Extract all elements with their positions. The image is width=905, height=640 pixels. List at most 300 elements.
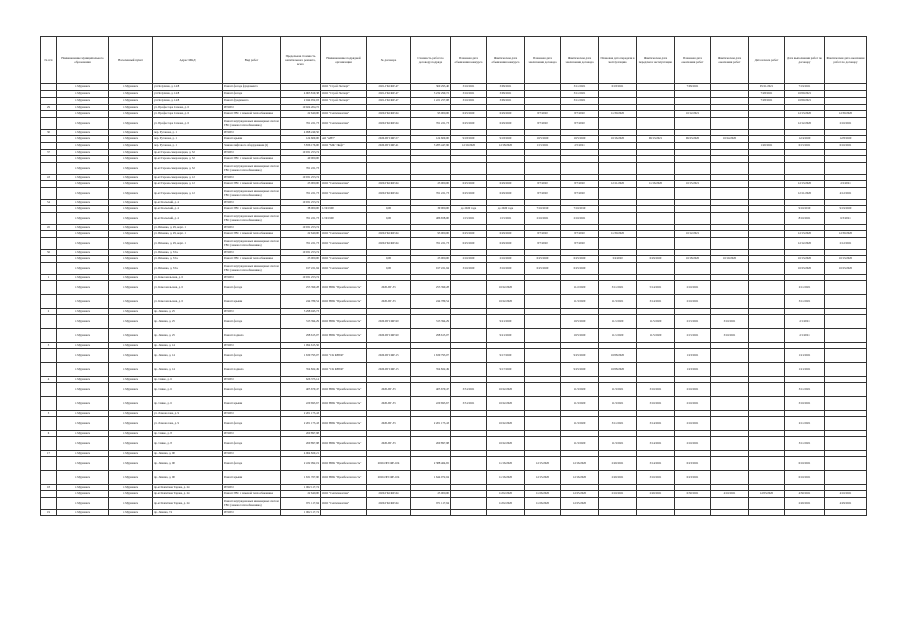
table-cell: 23 000,00	[411, 256, 451, 263]
table-cell	[749, 156, 785, 163]
table-cell: 2020-ПГ-55	[367, 437, 411, 451]
table-cell: 06/23/2020	[675, 136, 711, 143]
table-cell: г. Мурманск	[57, 275, 109, 281]
table-cell: 2020-ГКСФР-64	[367, 491, 411, 498]
table-cell	[41, 491, 57, 498]
table-cell	[41, 136, 57, 143]
table-cell	[825, 349, 867, 363]
table-cell: ул.Полухина, д. 14/8	[153, 91, 223, 98]
table-cell: 2020-ПГСФР-104	[367, 457, 411, 471]
table-cell: ООО "МК "Лифт"	[321, 143, 367, 150]
table-cell: ООО "Севтехмонтаж"	[321, 256, 367, 263]
table-cell: 8/7/2020	[561, 181, 599, 188]
table-row	[41, 498, 867, 510]
table-cell: 6/25/2020	[561, 256, 599, 263]
table-cell: 9/21/2020	[487, 329, 525, 343]
table-cell: 2021-ГКСФР-47	[367, 84, 411, 91]
table-cell: 12/30/2020	[825, 111, 867, 118]
table-cell: 8/16/2021	[785, 213, 825, 225]
table-cell	[749, 256, 785, 263]
table-cell	[637, 363, 675, 377]
table-cell: 2020-ПГСФР-41	[367, 143, 411, 150]
table-cell	[711, 213, 749, 225]
table-cell: 11/3/2020	[561, 437, 599, 451]
table-cell: 10/24/2020	[711, 136, 749, 143]
table-cell: 3/14/2021	[637, 457, 675, 471]
table-cell: г. Мурманск	[57, 238, 109, 250]
table-cell: 971 117,94	[411, 498, 451, 510]
table-cell	[711, 84, 749, 91]
table-cell: 2/16/2021	[675, 383, 711, 397]
table-cell: 4/12/2021	[825, 188, 867, 200]
table-cell	[711, 349, 749, 363]
table-cell	[711, 143, 749, 150]
table-cell	[749, 397, 785, 411]
table-cell: 12/19/2020	[451, 143, 487, 150]
table-cell: 244 789,54	[411, 295, 451, 309]
table-cell: пр. Сивко, д. 6	[153, 377, 223, 383]
table-cell: 2020-ГКСФР-64	[367, 231, 411, 238]
column-header: Фактическая дата передачи в эксплуатацию	[637, 37, 675, 84]
table-cell: 3/4/2020	[599, 256, 637, 263]
table-cell: 405 679,47	[281, 383, 321, 397]
table-cell: 2/16/2021	[825, 118, 867, 130]
table-cell: Ремонт фасада	[223, 349, 281, 363]
table-cell	[599, 213, 637, 225]
table-cell	[599, 498, 637, 510]
table-cell: 4 998 240,50	[281, 130, 321, 136]
table-cell	[41, 118, 57, 130]
table-cell: 11/3/2020	[561, 397, 599, 411]
table-cell	[675, 238, 711, 250]
table-cell: 10 924 204,72	[281, 105, 321, 111]
table-cell: Ремонт фасада	[223, 315, 281, 329]
table-cell: 10/09/2021	[785, 98, 825, 105]
table-cell: 2/11/2021	[785, 417, 825, 431]
table-cell	[41, 181, 57, 188]
table-cell	[487, 156, 525, 163]
table-cell: 12/8/2020	[825, 136, 867, 143]
table-cell: ул. Ивченко, д. 33 к	[153, 250, 223, 256]
table-cell: 2021-ГКСФР-47	[367, 91, 411, 98]
table-cell: Ремонт фасада	[223, 437, 281, 451]
table-cell: г. Мурманск	[57, 329, 109, 343]
table-cell: 10/09/2021	[785, 91, 825, 98]
table-cell: 6/25/2020	[561, 263, 599, 275]
table-cell: пер. Русанова, д. 1	[153, 143, 223, 150]
table-cell: 2020-ПГСФР-15	[367, 349, 411, 363]
table-cell	[451, 363, 487, 377]
table-cell: 3/16/2021	[637, 471, 675, 485]
column-header: Предельная стоимость капитального ремонта, всего	[281, 37, 321, 84]
table-cell: 4/16/2021	[825, 491, 867, 498]
table-cell: ООО НПК "Промбезопасность"	[321, 457, 367, 471]
table-cell	[711, 231, 749, 238]
table-cell: 2020-ПГСФР-57	[367, 136, 411, 143]
table-cell	[637, 163, 675, 175]
table-cell: 8/7/2020	[525, 111, 561, 118]
table-cell: Ремонт подвала	[223, 329, 281, 343]
column-header: Фактическая дата объявления конкурса	[487, 37, 525, 84]
table-cell: 6/23/2021	[675, 471, 711, 485]
table-cell: 6/29/2020	[487, 231, 525, 238]
table-cell: 11/3/2020	[561, 417, 599, 431]
table-cell: ул. Профессора Сомова, д. 6	[153, 111, 223, 118]
table-cell	[41, 163, 57, 175]
table-cell	[561, 156, 599, 163]
table-cell: 06/13/2021	[637, 136, 675, 143]
table-cell: 3/16/2021	[451, 91, 487, 98]
table-cell: 6/25/2020	[451, 111, 487, 118]
table-cell: 3/16/2021	[785, 397, 825, 411]
table-cell: г. Мурманск	[57, 349, 109, 363]
table-cell: ИТОГО	[223, 150, 281, 156]
table-cell: пр. Ленина, д. 14	[153, 363, 223, 377]
table-cell: Ремонт фасада	[223, 281, 281, 295]
table-cell: 29	[41, 105, 57, 111]
table-cell: пр. Сивко, д. 6	[153, 397, 223, 411]
table-cell	[41, 417, 57, 431]
table-row	[41, 156, 867, 163]
table-cell: г. Мурманск	[57, 485, 109, 491]
table-cell: 10/18/2020	[675, 256, 711, 263]
table-cell: г. Мурманск	[57, 111, 109, 118]
table-cell	[711, 498, 749, 510]
table-cell: 6/29/2020	[487, 188, 525, 200]
table-cell	[41, 143, 57, 150]
table-row	[41, 118, 867, 130]
table-cell: 3/09/2021	[487, 84, 525, 91]
table-cell: г. Мурманск	[109, 163, 153, 175]
table-cell: Ремонт фасада	[223, 417, 281, 431]
table-cell	[41, 84, 57, 91]
table-cell: г. Мурманск	[109, 231, 153, 238]
table-cell	[785, 163, 825, 175]
table-cell: 10/22/2020	[487, 295, 525, 309]
table-cell: 1/23/2021	[675, 363, 711, 377]
table-cell: г. Мурманск	[109, 181, 153, 188]
table-cell: 298 615,07	[411, 329, 451, 343]
table-cell: 8/7/2020	[525, 188, 561, 200]
table-cell: 22 649,00	[281, 111, 321, 118]
table-cell: пр-кт Кольский, д. 4	[153, 200, 223, 206]
column-header: Наименование муниципального образования	[57, 37, 109, 84]
table-row	[41, 91, 867, 98]
table-cell: г. Мурманск	[57, 451, 109, 457]
table-cell: г. Мурманск	[57, 411, 109, 417]
table-cell	[41, 457, 57, 471]
table-cell: г. Мурманск	[57, 491, 109, 498]
table-cell: 124 609,00	[411, 136, 451, 143]
table-cell: 1 639 793,07	[281, 349, 321, 363]
table-cell: 12/03/2020	[749, 491, 785, 498]
table-cell	[637, 156, 675, 163]
table-cell: 2020-ГКСФР-64	[367, 181, 411, 188]
table-cell: до 2020 года	[487, 206, 525, 213]
table-cell: пр. Ленина, д. 25	[153, 309, 223, 315]
table-cell	[321, 163, 367, 175]
table-cell: г. Мурманск	[57, 98, 109, 105]
table-cell: 3/09/2021	[487, 98, 525, 105]
table-cell: ООО НПК "Промбезопасность"	[321, 397, 367, 411]
table-cell: г. Мурманск	[57, 231, 109, 238]
table-cell: г. Мурманск	[109, 150, 153, 156]
table-cell: 7/28/2021	[749, 98, 785, 105]
table-cell: ул. Ломоносова, д. 9	[153, 417, 223, 431]
table-cell: 1	[41, 275, 57, 281]
table-cell: пр. Ленина, д. 25	[153, 315, 223, 329]
table-cell	[711, 206, 749, 213]
table-row	[41, 256, 867, 263]
table-cell: 1/23/2021	[675, 349, 711, 363]
table-cell: г. Мурманск	[109, 281, 153, 295]
table-cell	[561, 510, 599, 516]
column-header: № договора	[367, 37, 411, 84]
table-cell: 2/16/2020	[487, 256, 525, 263]
table-cell: ул. Ивченко, д. 29, корп. 1	[153, 225, 223, 231]
table-cell: г. Мурманск	[57, 206, 109, 213]
table-cell: г. Мурманск	[109, 363, 153, 377]
table-cell	[525, 315, 561, 329]
table-cell: 11/3/2021	[599, 383, 637, 397]
column-header: Наименование подрядной организации	[321, 37, 367, 84]
table-cell: 0,00	[367, 206, 411, 213]
table-cell: г. Мурманск	[57, 156, 109, 163]
table-cell: 05/21/2021	[749, 84, 785, 91]
table-cell: г. Мурманск	[57, 188, 109, 200]
table-cell: 2	[41, 309, 57, 315]
column-header: Дата начала работ	[749, 37, 785, 84]
table-cell: 761 221,73	[281, 213, 321, 225]
table-cell: ул. Комсомольская, д. 6	[153, 275, 223, 281]
table-cell: 2/12/2021	[825, 238, 867, 250]
table-cell: ИТОГО	[223, 105, 281, 111]
table-cell: 9/25/2020	[561, 349, 599, 363]
table-cell: г. Мурманск	[109, 417, 153, 431]
table-row	[41, 491, 867, 498]
table-cell: Ремонт фасада	[223, 457, 281, 471]
table-cell: 761 221,73	[281, 163, 321, 175]
table-cell	[749, 349, 785, 363]
column-header: Плановая дата окончания работ	[675, 37, 711, 84]
table-cell: 8/7/2020	[561, 118, 599, 130]
table-cell: пр-кт Героев-североморцев, д. 32	[153, 163, 223, 175]
table-cell: 9/17/2020	[487, 363, 525, 377]
table-cell: 4/16/2021	[711, 491, 749, 498]
column-header: Дата выполнения работ по договору	[785, 37, 825, 84]
table-cell	[41, 397, 57, 411]
table-cell: пр. Ленина, д. 14	[153, 349, 223, 363]
table-row	[41, 111, 867, 118]
table-cell	[749, 281, 785, 295]
table-cell	[711, 363, 749, 377]
table-cell: 2020-ГКСФР-64	[367, 188, 411, 200]
table-cell: 2020-ПГ-55	[367, 397, 411, 411]
table-cell: 260 897,98	[281, 431, 321, 437]
table-cell: г. Мурманск	[57, 315, 109, 329]
table-row	[41, 471, 867, 485]
table-cell	[711, 263, 749, 275]
table-cell: 244 789,54	[281, 295, 321, 309]
table-cell: 761 221,73	[411, 118, 451, 130]
table-row	[41, 437, 867, 451]
table-cell: г. Мурманск	[109, 451, 153, 457]
table-cell: 2020-ПГСФР-104	[367, 471, 411, 485]
table-row	[41, 349, 867, 363]
table-cell: 12/4/2020	[785, 136, 825, 143]
table-cell: 1 644 072,04	[411, 471, 451, 485]
table-cell: 3/11/2021	[599, 417, 637, 431]
table-cell: г. Мурманск	[57, 213, 109, 225]
table-cell: г. Мурманск	[109, 383, 153, 397]
table-cell: г. Мурманск	[109, 206, 153, 213]
table-cell: 8/7/2020	[561, 238, 599, 250]
table-cell: г. Мурманск	[57, 309, 109, 315]
table-cell: 11/16/2020	[487, 471, 525, 485]
table-cell: 260 897,98	[411, 437, 451, 451]
table-cell	[749, 206, 785, 213]
table-cell: 2/2/2021	[825, 181, 867, 188]
table-cell: 3/11/2021	[561, 98, 599, 105]
table-cell	[825, 437, 867, 451]
table-cell: 3/11/2021	[785, 295, 825, 309]
table-cell: Ремонт фундамента	[223, 98, 281, 105]
table-cell	[451, 491, 487, 498]
table-cell: 6/3/2021	[825, 213, 867, 225]
table-cell	[599, 206, 637, 213]
table-cell: Ремонт внутридомовых инженерных систем ГВС (замена теплообменника)	[223, 498, 281, 510]
table-cell: г. Мурманск	[57, 200, 109, 206]
table-cell: г. Мурманск	[109, 238, 153, 250]
column-header: Фактическая дата окончания работ по договору	[825, 37, 867, 84]
table-cell: 11/16/2020	[487, 457, 525, 471]
subtotal-row	[41, 510, 867, 516]
table-cell: Ремонт внутридомовых инженерных систем ГВС (замена теплообменника)	[223, 188, 281, 200]
table-cell: г. Мурманск	[57, 225, 109, 231]
table-cell	[451, 156, 487, 163]
table-cell: 93 000,00	[411, 231, 451, 238]
table-cell: 11/1/2020	[599, 329, 637, 343]
table-cell	[749, 498, 785, 510]
table-cell: 11/5/2020	[637, 315, 675, 329]
table-cell: ИТОГО	[223, 431, 281, 437]
table-cell: 354 822,49	[411, 363, 451, 377]
table-cell: пр-кт Кольский, д. 4	[153, 206, 223, 213]
table-cell: ООО "Строй Эксперт"	[321, 84, 367, 91]
table-cell: г. Мурманск	[57, 136, 109, 143]
table-cell: 8/7/2020	[561, 111, 599, 118]
table-cell: 3	[41, 343, 57, 349]
table-cell: г. Мурманск	[109, 343, 153, 349]
table-cell: Ремонт внутридомовых инженерных систем ГВС (замена теплообменника)	[223, 118, 281, 130]
table-cell	[749, 111, 785, 118]
table-cell: 253 399,28	[411, 281, 451, 295]
table-cell	[451, 510, 487, 516]
table-cell: ООО "Севтехмонтаж"	[321, 491, 367, 498]
table-cell: 2/15/2021	[675, 329, 711, 343]
table-cell	[525, 383, 561, 397]
table-cell: ООО "Севтехмонтаж"	[321, 188, 367, 200]
table-cell: г. Мурманск	[109, 411, 153, 417]
table-cell	[825, 471, 867, 485]
table-cell: г. Мурманск	[109, 377, 153, 383]
table-cell: 12/12/2020	[785, 238, 825, 250]
table-cell: 11/02/2020	[487, 491, 525, 498]
table-cell	[825, 315, 867, 329]
table-cell: ул.Полухина, д. 14/8	[153, 98, 223, 105]
column-header: № п/п	[41, 37, 57, 84]
table-cell: пр-кт Капитана Тарана, д. 24	[153, 485, 223, 491]
table-cell: пр. Ленина, д. 14	[153, 343, 223, 349]
table-cell: г. Мурманск	[57, 84, 109, 91]
table-cell: ООО НПК "Промбезопасность"	[321, 281, 367, 295]
table-cell: г. Мурманск	[57, 457, 109, 471]
table-cell: 2020-ПГСФР-90	[367, 315, 411, 329]
table-cell: 8/7/2020	[525, 118, 561, 130]
table-cell: г. Мурманск	[57, 498, 109, 510]
table-cell	[711, 118, 749, 130]
table-cell: г. Мурманск	[57, 437, 109, 451]
table-cell: пр-кт Героев-североморцев, д. 12	[153, 181, 223, 188]
table-cell: 11/1/2020	[599, 315, 637, 329]
table-cell: ул. Комсомольская, д. 6	[153, 295, 223, 309]
table-cell	[749, 437, 785, 451]
table-cell: 1 221 257,08	[411, 98, 451, 105]
table-cell: 8/7/2020	[525, 231, 561, 238]
table-cell	[525, 349, 561, 363]
table-cell	[525, 163, 561, 175]
table-header-row	[41, 37, 867, 84]
table-cell: 9/19/2020	[825, 206, 867, 213]
table-cell: 2/15/2021	[675, 315, 711, 329]
column-header: Фактическая дата заключения договора	[561, 37, 599, 84]
table-cell	[785, 510, 825, 516]
table-cell: пр-кт Героев-североморцев, д. 32	[153, 156, 223, 163]
table-row	[41, 143, 867, 150]
table-cell: г. Мурманск	[109, 349, 153, 363]
table-cell	[711, 510, 749, 516]
table-cell	[599, 163, 637, 175]
table-cell	[41, 256, 57, 263]
table-cell: 10 931 253,74	[281, 250, 321, 256]
table-cell	[711, 156, 749, 163]
table-cell	[451, 295, 487, 309]
table-cell	[749, 471, 785, 485]
table-cell	[321, 510, 367, 516]
table-cell: ул. Ивченко, д. 29, корп. 1	[153, 231, 223, 238]
table-cell	[637, 111, 675, 118]
table-cell: г. Мурманск	[109, 130, 153, 136]
table-cell: Ремонт внутридомовых инженерных систем ГВС (замена теплообменника)	[223, 238, 281, 250]
table-cell: 298 615,07	[281, 329, 321, 343]
table-cell: 9/18/2020	[451, 136, 487, 143]
table-cell	[749, 238, 785, 250]
table-cell: 3/11/2021	[561, 84, 599, 91]
table-cell	[749, 417, 785, 431]
table-cell	[675, 163, 711, 175]
table-cell: г. Мурманск	[57, 91, 109, 98]
table-cell: ул. Ивченко, д. 33 к	[153, 256, 223, 263]
table-cell: г. Мурманск	[57, 383, 109, 397]
table-cell: ИТОГО	[223, 275, 281, 281]
table-cell: 260 897,98	[281, 437, 321, 451]
table-cell: ул. Комсомольская, д. 6	[153, 281, 223, 295]
table-cell	[451, 437, 487, 451]
table-cell: 7/16/2019	[561, 206, 599, 213]
table-cell	[451, 349, 487, 363]
table-cell: г. Мурманск	[57, 295, 109, 309]
table-cell	[749, 315, 785, 329]
